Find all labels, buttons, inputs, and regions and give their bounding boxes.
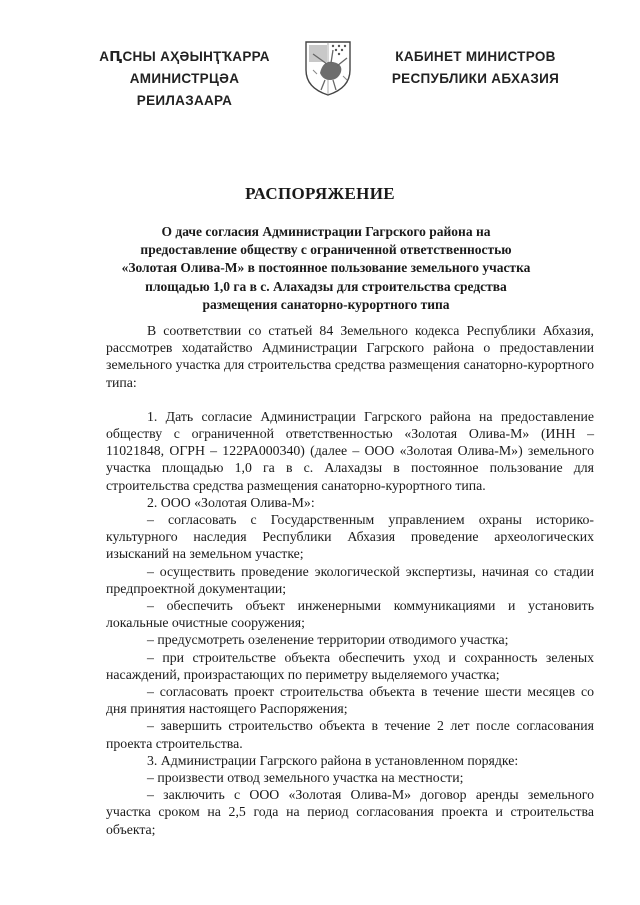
subject-line: «Золотая Олива-М» в постоянное пользование земельного участка — [121, 260, 531, 276]
document-subject — [100, 223, 552, 314]
subject-line: площадью 1,0 га в с. Алахадзы для строительства средства — [145, 278, 507, 294]
item-2-point: – согласовать проект строительства объекта в течение шести месяцев со дня принятия настоящего Распоряжения; — [106, 684, 594, 717]
header-abkhaz-line1: АԤСНЫ АҲӘЫНҬҠАРРА — [99, 49, 270, 64]
item-1-paragraph: 1. Дать согласие Администрации Гагрского района на предоставление обществу с ограниченной ответственностью «Золотая Олива-М» (ИНН – 11021848, ОГРН – 122РА000340) (далее – ООО «Золотая Олива-М») земельного участка площадью 1,0 га в с. Алахадзы в постоянное пользование для строительства средства размещения санаторно-курортного типа. — [106, 408, 594, 493]
item-3-point: – заключить с ООО «Золотая Олива-М» договор аренды земельного участка сроком на 2,5 года на период согласования проекта и строительства объекта; — [106, 787, 594, 837]
subject-line: предоставление обществу с ограниченной ответственностью — [140, 242, 512, 258]
item-2-heading: 2. ООО «Золотая Олива-М»: — [147, 494, 315, 510]
subject-line: О даче согласия Администрации Гагрского района на — [161, 224, 491, 239]
item-2-point: – согласовать с Государственным управлением охраны историко-культурного наследия Республики Абхазия проведение археологических изысканий на земельном участке; — [106, 512, 594, 562]
header-abkhaz — [82, 46, 287, 112]
subject-line: размещения санаторно-курортного типа — [202, 296, 450, 312]
item-2-point: – завершить строительство объекта в течение 2 лет после согласования проекта строительства. — [106, 718, 594, 751]
item-2-point: – обеспечить объект инженерными коммуникациями и установить локальные очистные сооружения; — [106, 598, 594, 631]
header-abkhaz-line2: АМИНИСТРЦӘА РЕИЛАЗААРА — [129, 71, 240, 108]
header-russian-line1: КАБИНЕТ МИНИСТРОВ — [395, 49, 556, 64]
header-russian-line2: РЕСПУБЛИКИ АБХАЗИЯ — [391, 71, 560, 86]
preamble-paragraph: В соответствии со статьей 84 Земельного кодекса Республики Абхазия, рассмотрев ходатайство Администрации Гагрского района о предоставлении земельного участка для строительства средства размещения санаторно-курортного типа: — [106, 323, 594, 390]
item-3-heading: 3. Администрации Гагрского района в установленном порядке: — [147, 752, 519, 768]
document-body — [106, 322, 594, 838]
item-2-point: – при строительстве объекта обеспечить уход и сохранность зеленых насаждений, произрастающих по периметру выделяемого участка; — [106, 649, 594, 682]
item-3-point: – произвести отвод земельного участка на местности; — [147, 770, 464, 786]
coat-of-arms-icon — [303, 40, 353, 96]
item-2-point: – предусмотреть озеленение территории отводимого участка; — [147, 632, 509, 648]
item-2-point: – осуществить проведение экологической экспертизы, начиная со стадии предпроектной документации; — [106, 563, 594, 596]
document-title: РАСПОРЯЖЕНИЕ — [245, 184, 395, 203]
header-russian — [373, 46, 578, 90]
